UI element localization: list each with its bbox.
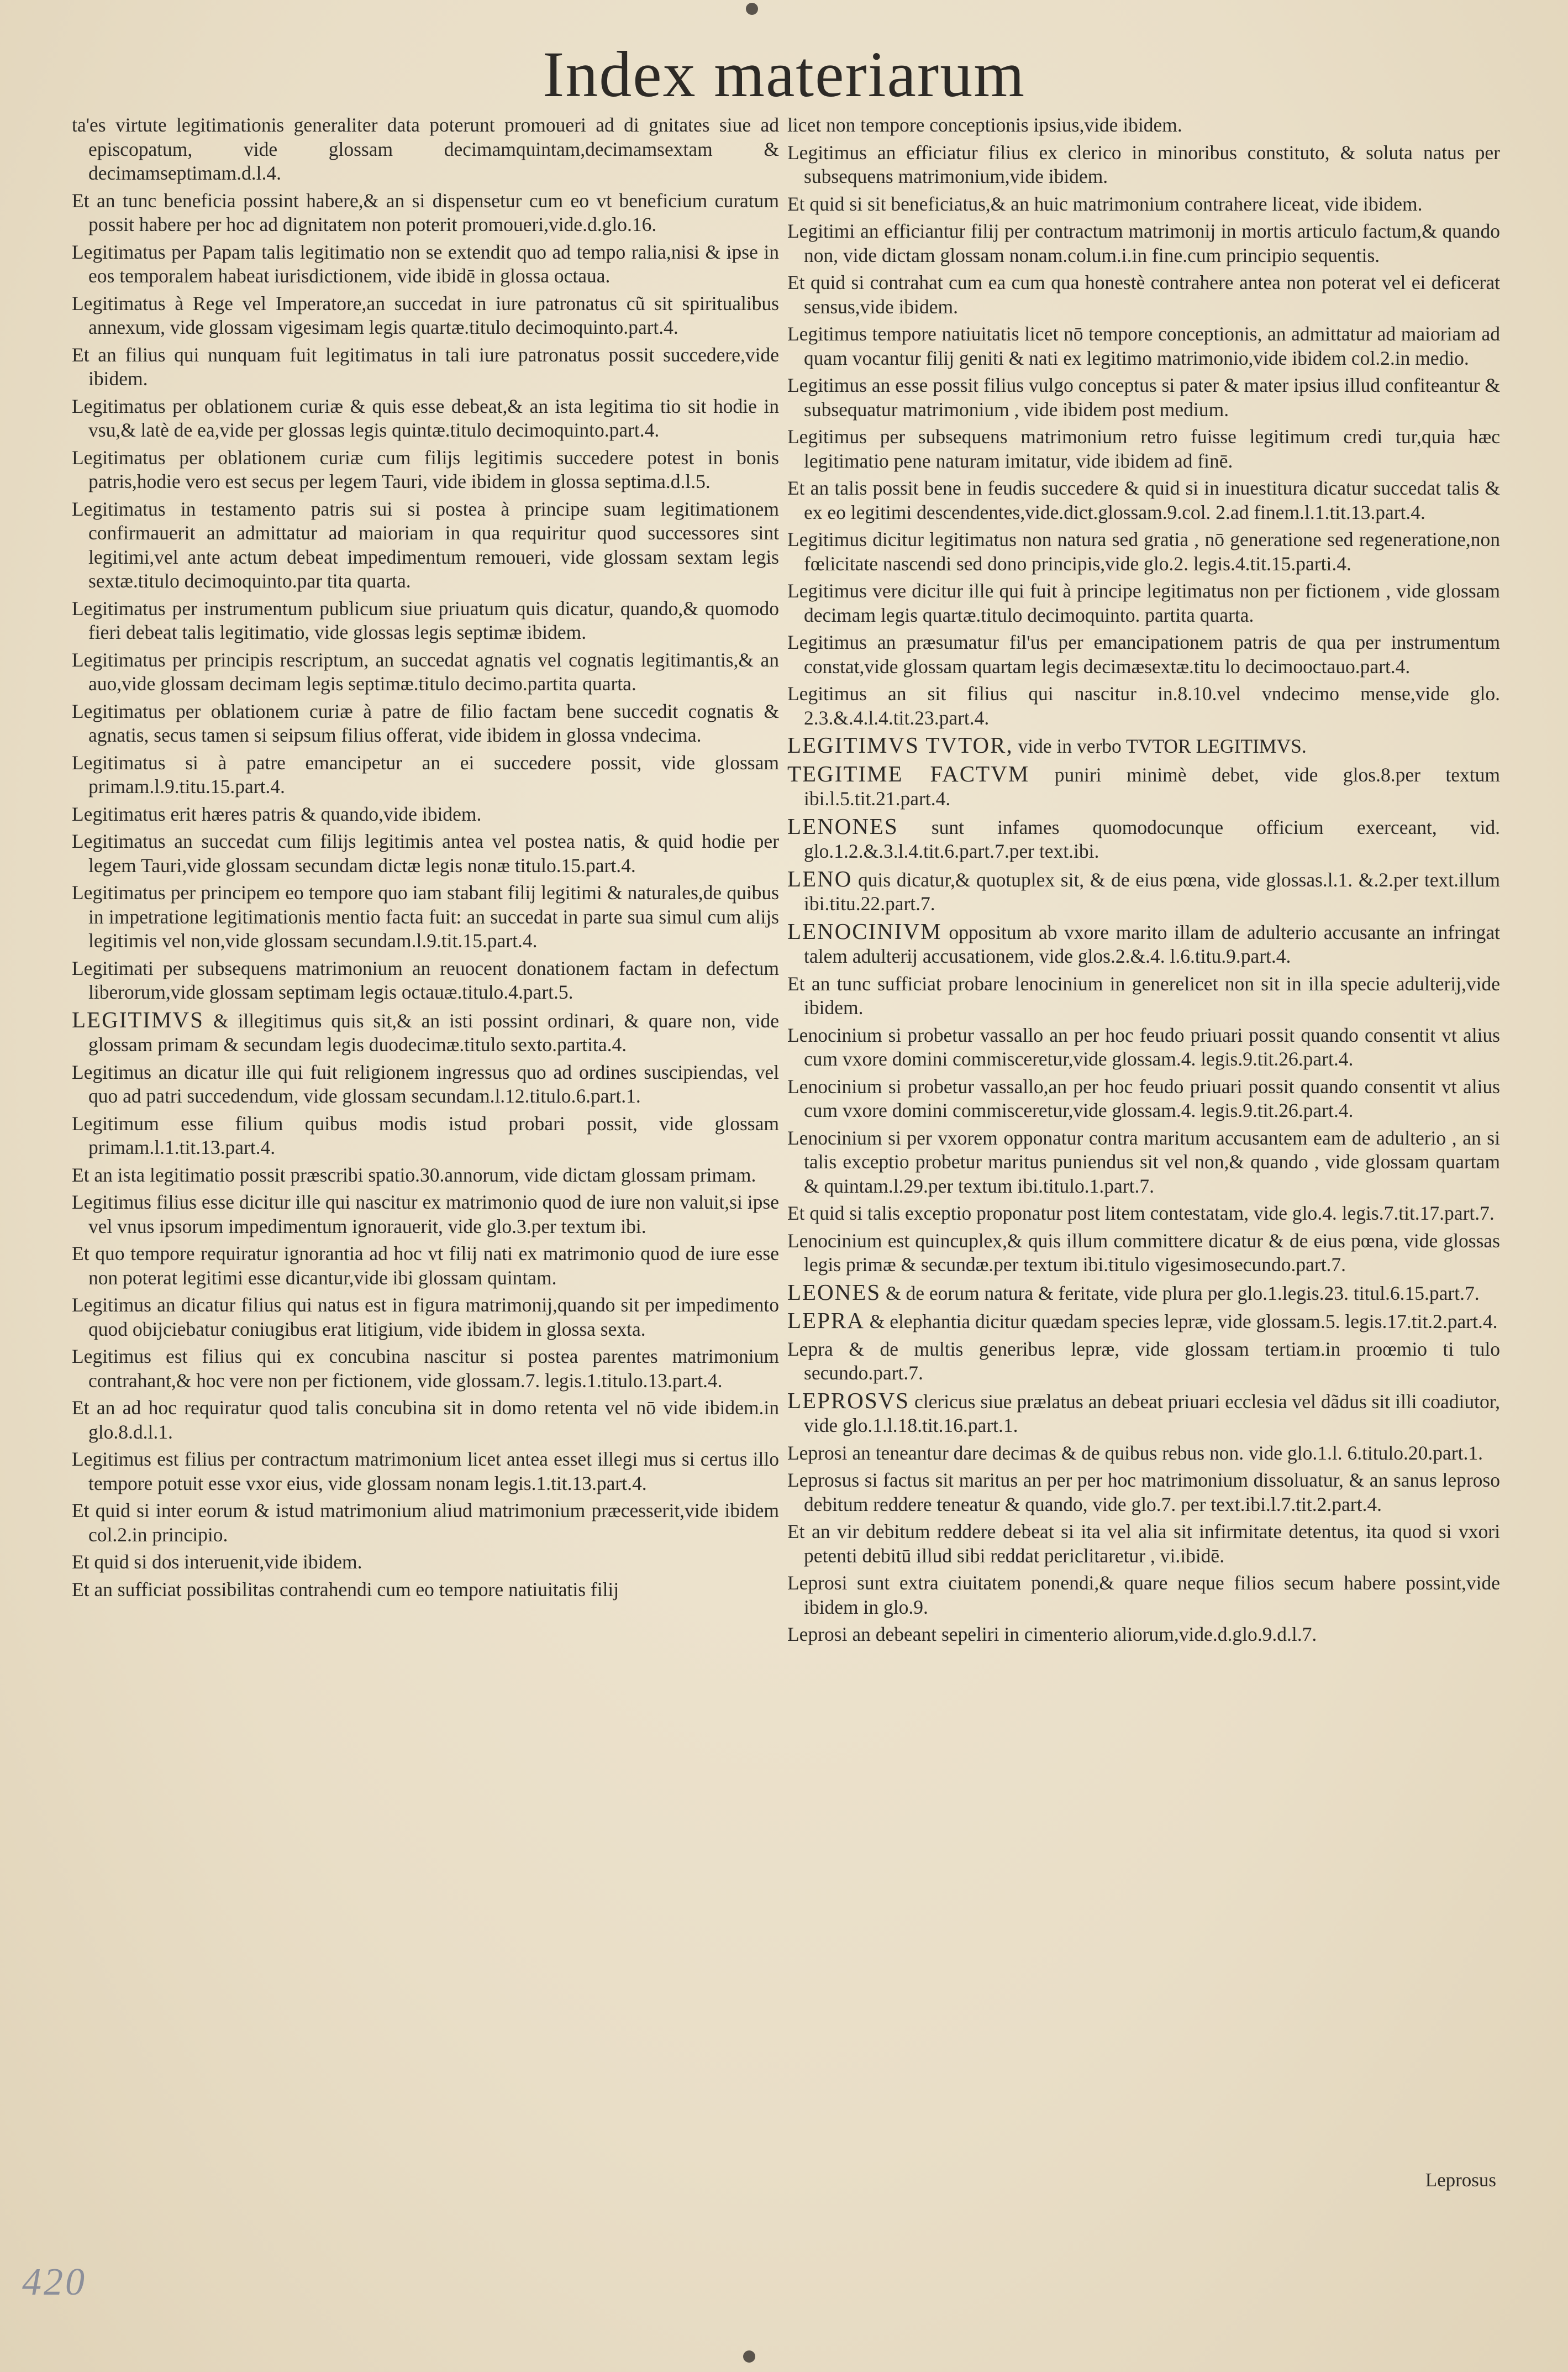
index-entry [787,1468,1500,1516]
index-entry [787,682,1500,730]
entry-text: Legitimatus per oblationem curiæ à patre de filio factam bene succedit cognatis & agnatis, secus tamen si seipsum filius offerat, vide ibidem in glossa vndecima. [72,700,779,746]
entry-text: quis dicatur,& quotuplex sit, & de eius pœna, vide glossas.l.1. &.2.per text.illum ibi.titu.22.part.7. [804,868,1500,915]
index-entry [787,425,1500,473]
left-column [72,113,779,2202]
index-entry [787,113,1500,138]
entry-text: Lenocinium si per vxorem opponatur contra maritum accusantem eam de adulterio , an si talis exceptio probetur maritus puniendus sit vel non,& quando , vide glossam quartam & quintam.l.29.per textum ibi.titulo.1.part.7. [787,1126,1500,1197]
entry-text: Legitimatus erit hæres patris & quando,vide ibidem. [72,802,482,825]
entry-text: Legitimatus si à patre emancipetur an ei succedere possit, vide glossam primam.l.9.titu.15.part.4. [72,751,779,797]
entry-text: Legitimus est filius qui ex concubina nascitur si postea parentes matrimonium contrahant,& hoc vere non per fictionem, vide glossam.7. legis.1.titulo.13.part.4. [72,1345,779,1392]
entry-text: Leprosi an teneantur dare decimas & de quibus rebus non. vide glo.1.l. 6.titulo.20.part.1. [787,1441,1483,1464]
entry-text: Legitimus dicitur legitimatus non natura sed gratia , nō generatione sed regeneratione,non fœlicitate nascendi sed dono principis,vide glo.2. legis.4.tit.15.parti.4. [787,528,1500,575]
entry-headword: LEONES [787,1279,881,1305]
page-dot-bottom [743,2350,755,2363]
entry-text: Et an ad hoc requiratur quod talis concubina sit in domo retenta vel nō vide ibidem.in glo.8.d.l.1. [72,1397,779,1443]
index-entry [787,476,1500,524]
index-entry [72,1163,779,1188]
index-entry [72,1190,779,1239]
index-entry [787,1623,1500,1647]
index-entry [72,700,779,748]
index-entry [72,1112,779,1160]
index-entry [72,597,779,645]
entry-text: Legitimus an dicatur ille qui fuit religionem ingressus quo ad ordines suscipiendas, vel quo ad patri succedendum, vide glossam secundam.l.12.titulo.6.part.1. [72,1061,779,1107]
index-entry [787,1309,1500,1334]
entry-text: Lenocinium si probetur vassallo an per hoc feudo priuari possit quando consentit vt alius cum vxore domini commisceretur,vide glossam.4. legis.9.tit.26.part.4. [787,1024,1500,1070]
index-entry [787,374,1500,422]
index-entry [72,1242,779,1290]
index-entry [787,322,1500,370]
entry-text: Legitimatus an succedat cum filijs legitimis antea vel postea natis, & quid hodie per legem Tauri,vide glossam secundam dictæ legis nonæ titulo.15.part.4. [72,830,779,877]
entry-headword: LEPRA [787,1308,865,1333]
entry-text: Legitimatus à Rege vel Imperatore,an succedat in iure patronatus cũ sit spiritualibus annexum, vide glossam vigesimam legis quartæ.titulo decimoquinto.part.4. [72,292,779,338]
index-entry [787,762,1500,811]
entry-text: Et an tunc sufficiat probare lenocinium in generelicet non sit in illa specie adulterij,vide ibidem. [787,972,1500,1019]
index-entry [787,219,1500,267]
entry-text: Et quid si contrahat cum ea cum qua honestè contrahere antea non poterat vel ei deficerat sensus,vide ibidem. [787,271,1500,318]
entry-text: Et an sufficiat possibilitas contrahendi cum eo tempore natiuitatis filij [72,1578,619,1600]
entry-text: Et an talis possit bene in feudis succedere & quid si in inuestitura dicatur succedat talis & ex eo legitimi descendentes,vide.dict.glossam.9.col. 2.ad finem.l.1.tit.13.part.4. [787,477,1500,523]
index-entry [787,972,1500,1020]
index-entry [787,1229,1500,1277]
index-entry [787,920,1500,969]
index-entry [72,1578,779,1602]
page-title: Index materiarum [542,38,1026,111]
index-entry [72,1008,779,1057]
index-entry [72,1499,779,1547]
entry-text: puniri minimè debet, vide glos.8.per textum ibi.l.5.tit.21.part.4. [804,763,1500,810]
index-entry [787,1520,1500,1568]
entry-text: Legitimatus per principis rescriptum, an succedat agnatis vel cognatis legitimantis,& an auo,vide glossam decimam legis septimæ.titulo decimo.partita quarta. [72,648,779,695]
index-entry [787,192,1500,217]
entry-headword: LEGITIMVS [72,1006,204,1032]
entry-text: & elephantia dicitur quædam species lepræ, vide glossam.5. legis.17.tit.2.part.4. [864,1310,1498,1332]
index-entry [787,1389,1500,1438]
entry-text: sunt infames quomodocunque officium exerceant, vid. glo.1.2.&.3.l.4.tit.6.part.7.per text.ibi. [804,816,1500,862]
index-entry [787,1441,1500,1466]
entry-text: Lenocinium si probetur vassallo,an per hoc feudo priuari possit quando consentit vt alius cum vxore domini commisceretur,vide glossam.4. legis.9.tit.26.part.4. [787,1075,1500,1121]
index-entry [72,1293,779,1341]
index-entry [787,815,1500,864]
right-column [787,113,1500,2202]
entry-text: Et quid si talis exceptio proponatur post litem contestatam, vide glo.4. legis.7.tit.17.part.7. [787,1202,1495,1224]
index-entry [72,240,779,288]
entry-text: Legitimatus per principem eo tempore quo iam stabant filij legitimi & naturales,de quibus in impetratione legitimationis mentio facta fuit: an succedat in parte sua simul cum alijs legitimis vel non,vide glossam secundam.l.9.tit.15.part.4. [72,881,779,952]
entry-text: Et an vir debitum reddere debeat si ita vel alia sit infirmitate detentus, ita quod si vxori petenti debitū illud sibi reddat periclitaretur , vi.ibidē. [787,1520,1500,1567]
index-entry [72,1447,779,1495]
index-entry [72,802,779,827]
entry-text: Et an filius qui nunquam fuit legitimatus in tali iure patronatus possit succedere,vide ibidem. [72,343,779,390]
entry-text: Legitimus est filius per contractum matrimonium licet antea esset illegi mus si certus illo tempore potuit esse vxor eius, vide glossam nonam legis.1.tit.13.part.4. [72,1448,779,1494]
entry-text: Legitimus vere dicitur ille qui fuit à principe legitimatus non per fictionem , vide glossam decimam legis quartæ.titulo decimoquinto. partita quarta. [787,580,1500,626]
entry-text: Et quid si dos interuenit,vide ibidem. [72,1551,362,1573]
entry-text: Leprosi sunt extra ciuitatem ponendi,& quare neque filios secum habere possint,vide ibidem in glo.9. [787,1572,1500,1618]
index-entry [787,271,1500,319]
index-entry [72,881,779,953]
entry-text: Legitimatus per Papam talis legitimatio non se extendit quo ad tempo ralia,nisi & ipse in eos temporalem habeat iurisdictionem, vide ibidē in glossa octaua. [72,240,779,287]
index-entry [72,830,779,878]
entry-text: Leprosi an debeant sepeliri in cimenterio aliorum,vide.d.glo.9.d.l.7. [787,1623,1317,1645]
entry-text: Lepra & de multis generibus lepræ, vide glossam tertiam.in proœmio ti tulo secundo.part.7. [787,1337,1500,1384]
entry-text: Legitimatus per instrumentum publicum siue priuatum quis dicatur, quando,& quomodo fieri debeat talis legitimatio, vide glossas legis septimæ ibidem. [72,597,779,643]
index-entry [72,292,779,340]
page-dot-top [746,3,758,15]
index-entry [72,113,779,186]
entry-text: Legitimus an præsumatur fil'us per emancipationem patris de qua per instrumentum constat,vide glossam quartam legis decimæsextæ.titu lo decimooctauo.part.4. [787,631,1500,678]
index-entry [72,343,779,391]
index-entry [787,1201,1500,1226]
entry-text: Lenocinium est quincuplex,& quis illum committere dicatur & de eius pœna, vide glossas legis primæ & secundæ.per textum ibi.titulo vigesimosecundo.part.7. [787,1229,1500,1276]
index-entry [787,528,1500,576]
index-entry [787,867,1500,916]
entry-text: Legitimus tempore natiuitatis licet nō tempore conceptionis, an admittatur ad maioriam ad quam vocantur filij geniti & nati ex legitimo matrimonio,vide ibidem col.2.in medio. [787,323,1500,369]
entry-text: & illegitimus quis sit,& an isti possint ordinari, & quare non, vide glossam primam & secundam legis duodecimæ.titulo sexto.partita.4. [88,1009,779,1056]
index-entry [787,1281,1500,1306]
entry-text: Legitimus an sit filius qui nascitur in.8.10.vel vndecimo mense,vide glo. 2.3.&.4.l.4.tit.23.part.4. [787,683,1500,729]
index-entry [787,1075,1500,1123]
entry-text: clericus siue prælatus an debeat priuari ecclesia vel dãdus sit illi coadiutor, vide glo.1.l.18.tit.16.part.1. [804,1390,1500,1436]
index-entry [72,648,779,696]
index-entry [72,395,779,443]
entry-text: ta'es virtute legitimationis generaliter data poterunt promoueri ad di gnitates siue ad episcopatum, vide glossam decimamquintam,decimamsextam & decimamseptimam.d.l.4. [72,114,779,184]
index-entry [72,957,779,1005]
index-entry [787,1024,1500,1072]
index-entry [72,1550,779,1575]
entry-text: Legitimus an efficiatur filius ex clerico in minoribus constituto, & soluta natus per subsequens matrimonium,vide ibidem. [787,141,1500,187]
entry-text: oppositum ab vxore marito illam de adulterio accusante an infringat talem adulterij accusationem, vide glos.2.&.4. l.6.titu.9.part.4. [804,921,1500,967]
index-entry [72,497,779,594]
entry-text: Legitimus filius esse dicitur ille qui nascitur ex matrimonio quod de iure non valuit,si ipse vel vnus ipsorum impedimentum ignorauerit, vide glo.3.per textum ibi. [72,1191,779,1237]
entry-text: licet non tempore conceptionis ipsius,vide ibidem. [787,114,1182,136]
index-entry [72,1396,779,1444]
entry-text: Legitimus an dicatur filius qui natus est in figura matrimonij,quando sit per impedimento quod obijciebatur coniugibus erat litigium, vide ibidem in glossa sexta. [72,1294,779,1340]
entry-text: Legitimatus per oblationem curiæ cum filijs legitimis succedere potest in bonis patris,hodie vero est secus per legem Tauri, vide ibidem in glossa septima.d.l.5. [72,446,779,492]
catchword: Leprosus [1425,2169,1496,2191]
index-entry [787,1126,1500,1199]
entry-text: Legitimatus in testamento patris sui si postea à principe suam legitimationem confirmauerit an admittatur ad maioriam in qua requiritur quod successores sint legitimi,vel ante actum debeat impedimentum remoueri, vide glossam sextam legis sextæ.titulo decimoquinto.par tita quarta. [72,497,779,592]
entry-text: Legitimus per subsequens matrimonium retro fuisse legitimum credi tur,quia hæc legitimatio pene naturam imitatur, vide ibidem ad finē. [787,426,1500,472]
entry-text: Et an ista legitimatio possit præscribi spatio.30.annorum, vide dictam glossam primam. [72,1163,756,1186]
index-entry [787,1337,1500,1386]
entry-headword: LENO [787,865,853,891]
index-entry [787,733,1500,759]
entry-text: Et quid si inter eorum & istud matrimonium aliud matrimonium præcesserit,vide ibidem col.2.in principio. [72,1499,779,1546]
entry-text: Et an tunc beneficia possint habere,& an si dispensetur cum eo vt beneficium curatum possit habere per hoc ad dignitatem non poterit promoueri,vide.d.glo.16. [72,189,779,235]
folio-note: 420 [22,2261,87,2303]
entry-text: vide in verbo TVTOR LEGITIMVS. [1013,735,1307,757]
index-entry [72,1061,779,1109]
entry-text: Leprosus si factus sit maritus an per per hoc matrimonium dissoluatur, & an sanus leproso debitum reddere teneatur & quando, vide glo.7. per text.ibi.l.7.tit.2.part.4. [787,1469,1500,1515]
entry-text: & de eorum natura & feritate, vide plura per glo.1.legis.23. titul.6.15.part.7. [881,1282,1480,1304]
entry-text: Et quo tempore requiratur ignorantia ad hoc vt filij nati ex matrimonio quod de iure esse non poterat legitimi esse dicantur,vide ibi glossam quintam. [72,1242,779,1289]
index-entry [72,446,779,494]
entry-headword: LEGITIMVS TVTOR, [787,732,1013,758]
entry-text: Legitimi an efficiantur filij per contractum matrimonij in mortis articulo factum,& quando non, vide dictam glossam nonam.colum.i.in fine.cum principio sequentis. [787,220,1500,266]
index-entry [72,189,779,237]
entry-text: Et quid si sit beneficiatus,& an huic matrimonium contrahere liceat, vide ibidem. [787,192,1423,215]
entry-headword: LENOCINIVM [787,918,942,944]
index-entry [72,751,779,799]
entry-headword: LEPROSVS [787,1387,910,1413]
entry-headword: TEGITIME FACTVM [787,760,1030,786]
entry-text: Legitimus an esse possit filius vulgo conceptus si pater & mater ipsius illud confiteantur & subsequatur matrimonium , vide ibidem post medium. [787,374,1500,421]
index-entry [787,579,1500,627]
entry-text: Legitimatus per oblationem curiæ & quis esse debeat,& an ista legitima tio sit hodie in vsu,& latè de ea,vide per glossas legis quintæ.titulo decimoquinto.part.4. [72,395,779,441]
index-entry [787,1571,1500,1619]
index-entry [787,141,1500,189]
entry-text: Legitimati per subsequens matrimonium an reuocent donationem factam in defectum liberorum,vide glossam septimam legis octauæ.titulo.4.part.5. [72,957,779,1003]
entry-text: Legitimum esse filium quibus modis istud probari possit, vide glossam primam.l.1.tit.13.part.4. [72,1112,779,1158]
entry-headword: LENONES [787,813,898,839]
index-entry [72,1345,779,1393]
index-entry [787,631,1500,679]
